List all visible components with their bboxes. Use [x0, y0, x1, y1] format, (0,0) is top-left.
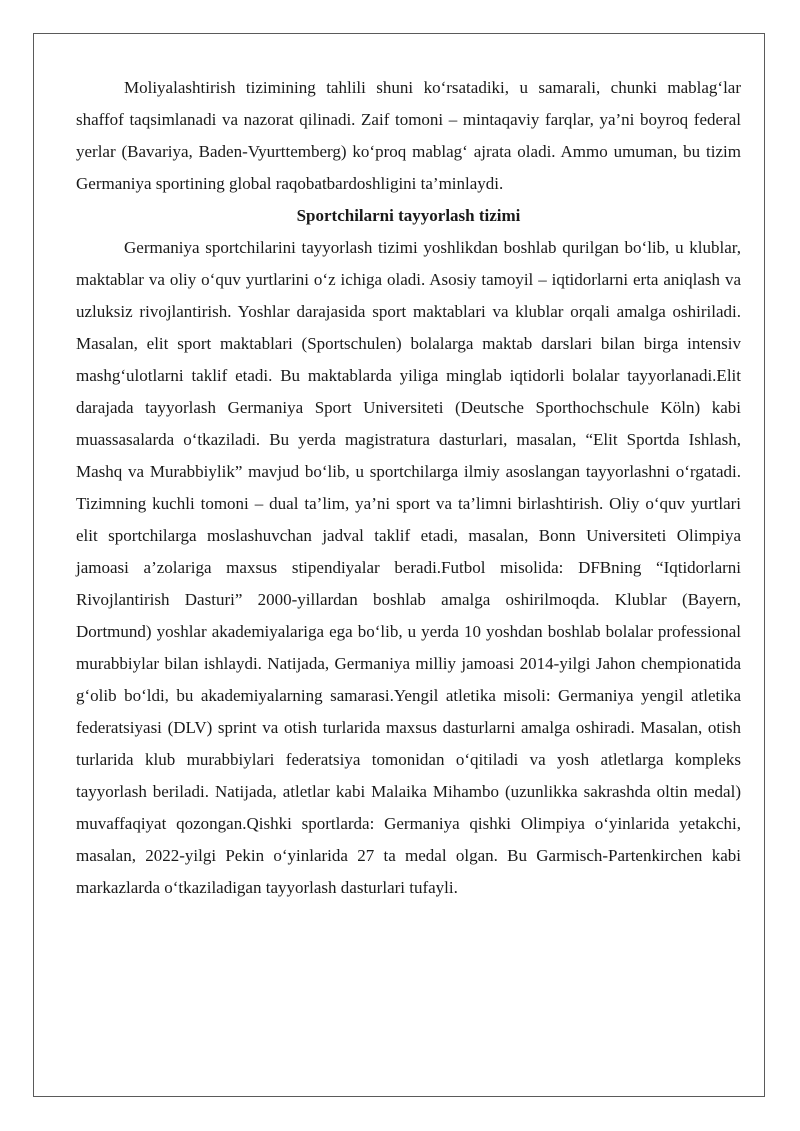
paragraph-funding-analysis: Moliyalashtirish tizimining tahlili shuni ko‘rsatadiki, u samarali, chunki mablag‘lar shaffof taqsimlanadi va nazorat qilinadi. Zaif tomoni – mintaqaviy farqlar, ya’ni boyroq federal yerlar (Bavariya, Baden-Vyurttemberg) ko‘proq mablag‘ ajrata oladi. Ammo umuman, bu tizim Germaniya sportining global raqobatbardoshligini ta’minlaydi.: [76, 78, 741, 193]
document-body: [76, 72, 741, 904]
section-heading: Sportchilarni tayyorlash tizimi: [296, 206, 521, 225]
paragraph-athlete-training: Germaniya sportchilarini tayyorlash tizimi yoshlikdan boshlab qurilgan bo‘lib, u klublar, maktablar va oliy o‘quv yurtlarini o‘z ichiga oladi. Asosiy tamoyil – iqtidorlarni erta aniqlash va uzluksiz rivojlantirish. Yoshlar darajasida sport maktablari va klublar orqali amalga oshiriladi. Masalan, elit sport maktablari (Sportschulen) bolalarga maktab darslari bilan birga intensiv mashg‘ulotlarni taklif etadi. Bu maktablarda yiliga minglab iqtidorli bolalar tayyorlanadi.Elit darajada tayyorlash Germaniya Sport Universiteti (Deutsche Sporthochschule Köln) kabi muassasalarda o‘tkaziladi. Bu yerda magistratura dasturlari, masalan, “Elit Sportda Ishlash, Mashq va Murabbiylik” mavjud bo‘lib, u sportchilarga ilmiy asoslangan tayyorlashni o‘rgatadi. Tizimning kuchli tomoni – dual ta’lim, ya’ni sport va ta’limni birlashtirish. Oliy o‘quv yurtlari elit sportchilarga moslashuvchan jadval taklif etadi, masalan, Bonn Universiteti Olimpiya jamoasi a’zolariga maxsus stipendiyalar beradi.Futbol misolida: DFBning “Iqtidorlarni Rivojlantirish Dasturi” 2000-yillardan boshlab amalga oshirilmoqda. Klublar (Bayern, Dortmund) yoshlar akademiyalariga ega bo‘lib, u yerda 10 yoshdan boshlab bolalar professional murabbiylar bilan ishlaydi. Natijada, Germaniya milliy jamoasi 2014-yilgi Jahon chempionatida g‘olib bo‘ldi, bu akademiyalarning samarasi.Yengil atletika misoli: Germaniya yengil atletika federatsiyasi (DLV) sprint va otish turlarida maxsus dasturlarni amalga oshiradi. Masalan, otish turlarida klub murabbiylari federatsiya tomonidan o‘qitiladi va yosh atletlarga kompleks tayyorlash beriladi. Natijada, atletlar kabi Malaika Mihambo (uzunlikka sakrashda oltin medal) muvaffaqiyat qozongan.Qishki sportlarda: Germaniya qishki Olimpiya o‘yinlarida yetakchi, masalan, 2022-yilgi Pekin o‘yinlarida 27 ta medal olgan. Bu Garmisch-Partenkirchen kabi markazlarda o‘tkaziladigan tayyorlash dasturlari tufayli.: [76, 238, 741, 897]
